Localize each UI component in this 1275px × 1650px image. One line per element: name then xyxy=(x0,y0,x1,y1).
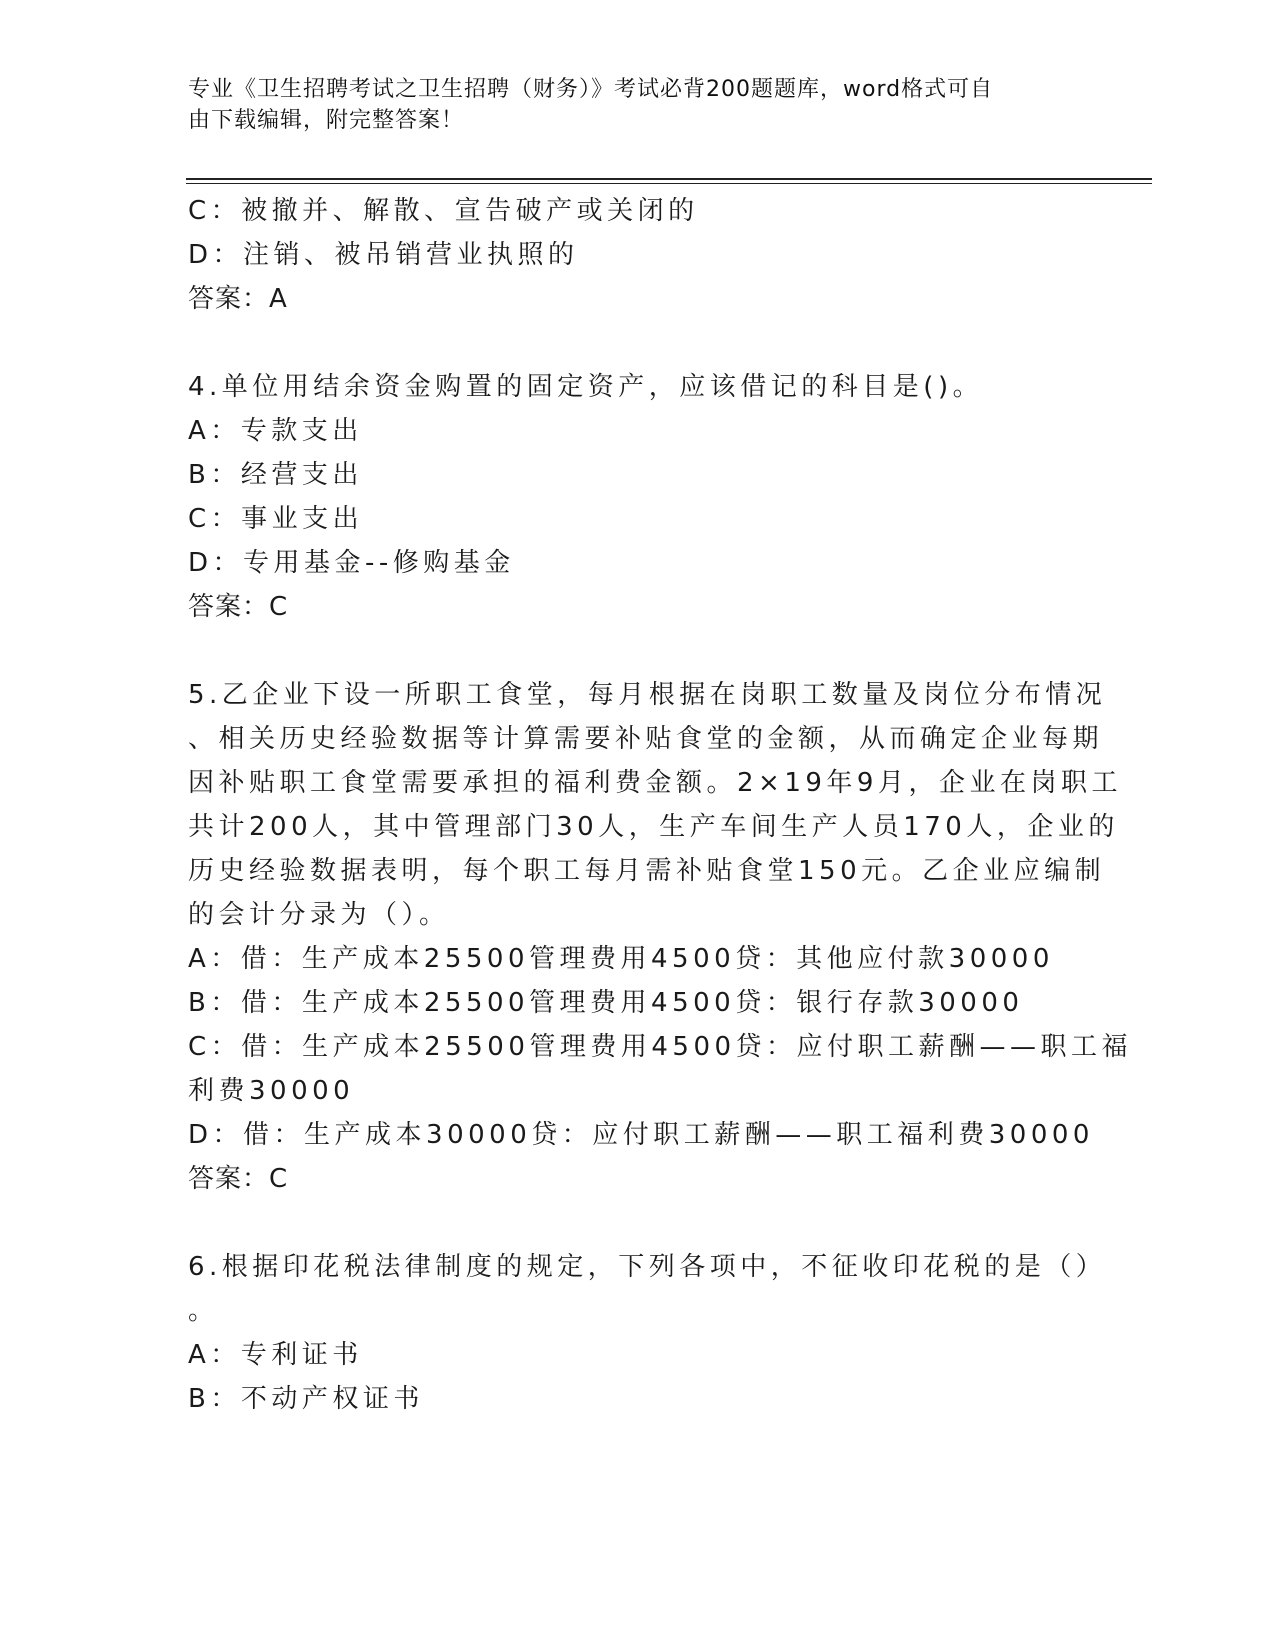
header-line-1: 专业《卫生招聘考试之卫生招聘（财务）》考试必背200题题库，word格式可自 xyxy=(188,77,994,102)
q5-stem-line-5: 历史经验数据表明，每个职工每月需补贴食堂150元。乙企业应编制 xyxy=(188,856,1106,886)
q5-stem-line-3: 因补贴职工食堂需要承担的福利费金额。2×19年9月，企业在岗职工 xyxy=(188,768,1122,798)
q6-option-a: A：专利证书 xyxy=(188,1340,363,1370)
q4-option-d: D：专用基金--修购基金 xyxy=(188,548,515,578)
q5-option-a: A：借：生产成本25500管理费用4500贷：其他应付款30000 xyxy=(188,944,1054,974)
q4-option-c: C：事业支出 xyxy=(188,504,364,534)
header-divider-thick xyxy=(186,178,1152,180)
q5-answer: 答案：C xyxy=(188,1164,289,1194)
header-line-2: 由下载编辑，附完整答案！ xyxy=(188,108,465,133)
document-header xyxy=(188,74,1088,136)
q3-option-c: C：被撤并、解散、宣告破产或关闭的 xyxy=(188,196,699,226)
header-divider-thin xyxy=(186,183,1152,184)
q4-option-a: A：专款支出 xyxy=(188,416,363,446)
q5-option-d: D：借：生产成本30000贷：应付职工薪酬——职工福利费30000 xyxy=(188,1120,1094,1150)
q5-stem-line-2: 、相关历史经验数据等计算需要补贴食堂的金额，从而确定企业每期 xyxy=(188,724,1104,754)
q5-stem-line-6: 的会计分录为（）。 xyxy=(188,900,450,930)
q4-answer: 答案：C xyxy=(188,592,289,622)
q4-option-b: B：经营支出 xyxy=(188,460,363,490)
q5-option-b: B：借：生产成本25500管理费用4500贷：银行存款30000 xyxy=(188,988,1024,1018)
q3-option-d: D：注销、被吊销营业执照的 xyxy=(188,240,579,270)
q3-answer: 答案：A xyxy=(188,284,288,314)
q5-option-c-line-1: C：借：生产成本25500管理费用4500贷：应付职工薪酬——职工福 xyxy=(188,1032,1133,1062)
q6-stem-line-1: 6.根据印花税法律制度的规定，下列各项中，不征收印花税的是（） xyxy=(188,1252,1107,1282)
q5-option-c-line-2: 利费30000 xyxy=(188,1076,355,1106)
q5-stem-line-1: 5.乙企业下设一所职工食堂，每月根据在岗职工数量及岗位分布情况 xyxy=(188,680,1107,710)
q6-option-b: B：不动产权证书 xyxy=(188,1384,424,1414)
q5-stem-line-4: 共计200人，其中管理部门30人，生产车间生产人员170人，企业的 xyxy=(188,812,1119,842)
q4-stem: 4.单位用结余资金购置的固定资产，应该借记的科目是()。 xyxy=(188,372,984,402)
q6-stem-line-2: 。 xyxy=(188,1296,219,1326)
